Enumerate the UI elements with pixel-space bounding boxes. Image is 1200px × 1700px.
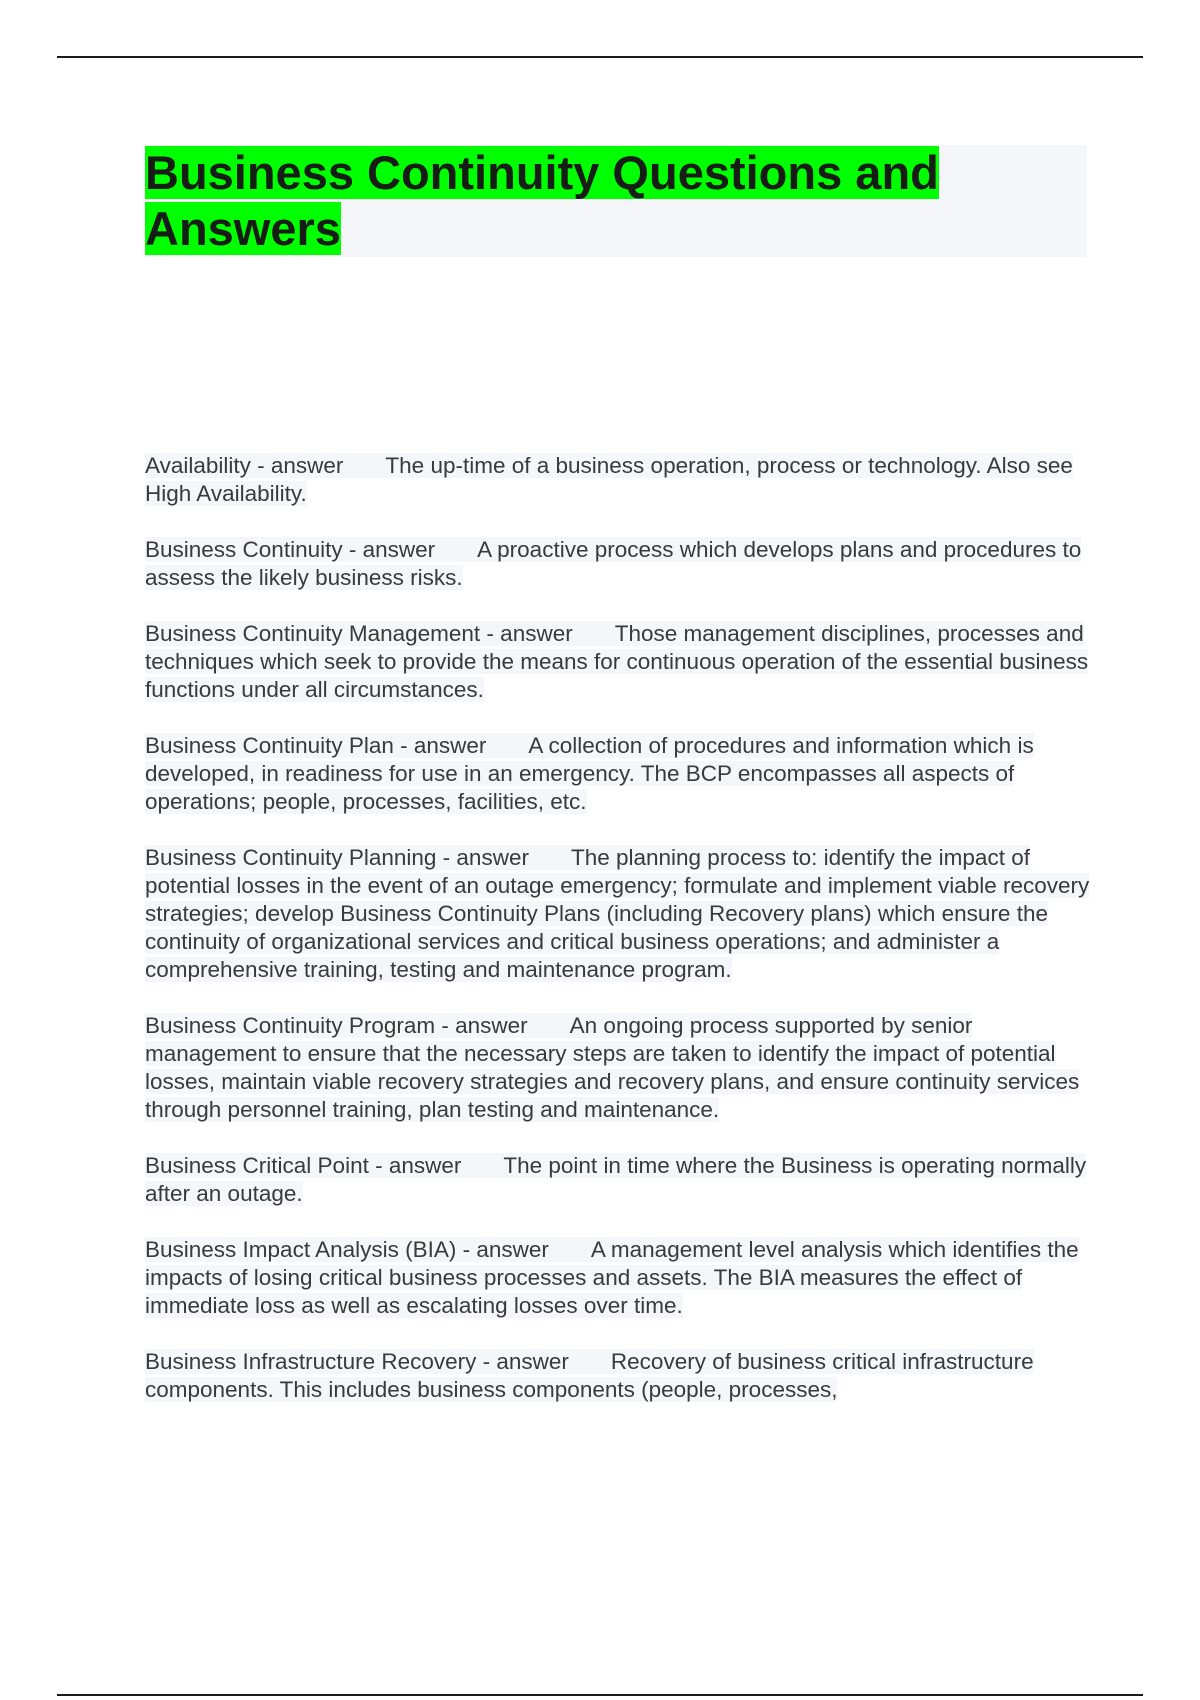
entry-definition: The point in time where the Business is operating normally after an outage. — [145, 1153, 1087, 1206]
title-block — [145, 145, 1087, 257]
document-title: Business Continuity Questions and Answers — [145, 146, 939, 255]
top-rule — [57, 56, 1143, 58]
entry-definition: Those management disciplines, processes and techniques which seek to provide the means for continuous operation of the essential business functions under all circumstances. — [145, 621, 1089, 702]
qa-entry — [145, 1012, 1095, 1124]
entry-definition: The planning process to: identify the impact of potential losses in the event of an outage emergency; formulate and implement viable recovery strategies; develop Business Continuity Plans (including Recovery plans) which ensure the continuity of organizational services and critical business operations; and administer a comprehensive training, testing and maintenance program. — [145, 845, 1090, 982]
qa-list — [145, 452, 1095, 1432]
bottom-rule — [57, 1694, 1143, 1696]
entry-term: Business Continuity Management - answer — [145, 621, 573, 646]
qa-entry — [145, 536, 1095, 592]
qa-entry — [145, 620, 1095, 704]
qa-entry — [145, 732, 1095, 816]
entry-term: Business Continuity Program - answer — [145, 1013, 528, 1038]
entry-definition: A proactive process which develops plans and procedures to assess the likely business risks. — [145, 537, 1082, 590]
entry-term: Business Continuity Planning - answer — [145, 845, 529, 870]
entry-definition: A collection of procedures and information which is developed, in readiness for use in an emergency. The BCP encompasses all aspects of operations; people, processes, facilities, etc. — [145, 733, 1034, 814]
qa-entry — [145, 844, 1095, 984]
qa-entry — [145, 1152, 1095, 1208]
entry-term: Availability - answer — [145, 453, 344, 478]
entry-definition: A management level analysis which identifies the impacts of losing critical business processes and assets. The BIA measures the effect of immediate loss as well as escalating losses over time. — [145, 1237, 1079, 1318]
entry-definition: An ongoing process supported by senior management to ensure that the necessary steps are taken to identify the impact of potential losses, maintain viable recovery strategies and recovery plans, and ensure continuity services through personnel training, plan testing and maintenance. — [145, 1013, 1080, 1122]
entry-term: Business Critical Point - answer — [145, 1153, 462, 1178]
qa-entry — [145, 1348, 1095, 1404]
entry-term: Business Impact Analysis (BIA) - answer — [145, 1237, 549, 1262]
qa-entry — [145, 1236, 1095, 1320]
entry-definition: The up-time of a business operation, process or technology. Also see High Availability. — [145, 453, 1073, 506]
qa-entry — [145, 452, 1095, 508]
entry-term: Business Continuity - answer — [145, 537, 436, 562]
entry-term: Business Continuity Plan - answer — [145, 733, 487, 758]
entry-definition: Recovery of business critical infrastructure components. This includes business components (people, processes, — [145, 1349, 1034, 1402]
entry-term: Business Infrastructure Recovery - answer — [145, 1349, 569, 1374]
